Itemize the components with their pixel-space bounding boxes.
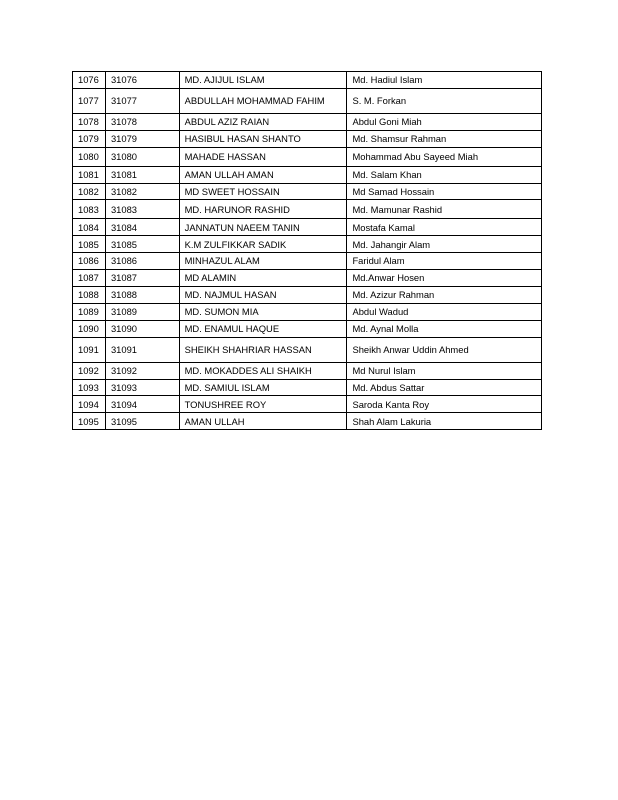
table-row [73,270,542,287]
roll-cell: 31090 [105,320,179,337]
serial-cell: 1088 [73,287,106,304]
name-cell: ABDUL AZIZ RAIAN [179,113,347,130]
table-row [73,379,542,396]
father-name-cell: Mohammad Abu Sayeed Miah [347,147,542,166]
roll-cell: 31078 [105,113,179,130]
table-row [73,303,542,320]
roll-cell: 31082 [105,183,179,200]
name-cell: MD. ENAMUL HAQUE [179,320,347,337]
name-cell: MD. MOKADDES ALI SHAIKH [179,362,347,379]
father-name-cell: S. M. Forkan [347,88,542,113]
roster-table [72,71,542,430]
father-name-cell: Md Nurul Islam [347,362,542,379]
roll-cell: 31086 [105,253,179,270]
table-row [73,183,542,200]
serial-cell: 1092 [73,362,106,379]
father-name-cell: Md. Azizur Rahman [347,287,542,304]
serial-cell: 1094 [73,396,106,413]
name-cell: MD. SAMIUL ISLAM [179,379,347,396]
roll-cell: 31083 [105,200,179,219]
father-name-cell: Md. Hadiul Islam [347,72,542,89]
serial-cell: 1077 [73,88,106,113]
serial-cell: 1080 [73,147,106,166]
table-row [73,219,542,236]
table-row [73,413,542,430]
father-name-cell: Mostafa Kamal [347,219,542,236]
father-name-cell: Md.Anwar Hosen [347,270,542,287]
father-name-cell: Abdul Goni Miah [347,113,542,130]
roll-cell: 31085 [105,236,179,253]
table-row [73,320,542,337]
roll-cell: 31077 [105,88,179,113]
serial-cell: 1091 [73,337,106,362]
table-row [73,166,542,183]
table-row [73,88,542,113]
name-cell: K.M ZULFIKKAR SADIK [179,236,347,253]
serial-cell: 1081 [73,166,106,183]
serial-cell: 1086 [73,253,106,270]
father-name-cell: Md. Shamsur Rahman [347,130,542,147]
table-row [73,236,542,253]
name-cell: AMAN ULLAH AMAN [179,166,347,183]
table-row [73,253,542,270]
name-cell: MD. SUMON MIA [179,303,347,320]
father-name-cell: Saroda Kanta Roy [347,396,542,413]
roll-cell: 31080 [105,147,179,166]
name-cell: MD. HARUNOR RASHID [179,200,347,219]
father-name-cell: Md. Aynal Molla [347,320,542,337]
father-name-cell: Md Samad Hossain [347,183,542,200]
father-name-cell: Md. Salam Khan [347,166,542,183]
name-cell: HASIBUL HASAN SHANTO [179,130,347,147]
serial-cell: 1087 [73,270,106,287]
serial-cell: 1090 [73,320,106,337]
father-name-cell: Md. Jahangir Alam [347,236,542,253]
name-cell: MINHAZUL ALAM [179,253,347,270]
name-cell: JANNATUN NAEEM TANIN [179,219,347,236]
roll-cell: 31087 [105,270,179,287]
table-row [73,72,542,89]
roll-cell: 31092 [105,362,179,379]
father-name-cell: Md. Mamunar Rashid [347,200,542,219]
father-name-cell: Md. Abdus Sattar [347,379,542,396]
roll-cell: 31084 [105,219,179,236]
roll-cell: 31081 [105,166,179,183]
roll-cell: 31076 [105,72,179,89]
table-row [73,396,542,413]
roll-cell: 31095 [105,413,179,430]
serial-cell: 1093 [73,379,106,396]
table-row [73,362,542,379]
roll-cell: 31089 [105,303,179,320]
roll-cell: 31088 [105,287,179,304]
table-row [73,130,542,147]
table-row [73,147,542,166]
table-row [73,200,542,219]
roll-cell: 31079 [105,130,179,147]
table-row [73,337,542,362]
serial-cell: 1082 [73,183,106,200]
name-cell: MD. NAJMUL HASAN [179,287,347,304]
serial-cell: 1079 [73,130,106,147]
name-cell: MAHADE HASSAN [179,147,347,166]
serial-cell: 1084 [73,219,106,236]
name-cell: TONUSHREE ROY [179,396,347,413]
name-cell: ABDULLAH MOHAMMAD FAHIM [179,88,347,113]
name-cell: AMAN ULLAH [179,413,347,430]
father-name-cell: Shah Alam Lakuria [347,413,542,430]
serial-cell: 1095 [73,413,106,430]
name-cell: MD. AJIJUL ISLAM [179,72,347,89]
father-name-cell: Sheikh Anwar Uddin Ahmed [347,337,542,362]
table-row [73,113,542,130]
name-cell: MD SWEET HOSSAIN [179,183,347,200]
serial-cell: 1078 [73,113,106,130]
name-cell: SHEIKH SHAHRIAR HASSAN [179,337,347,362]
name-cell: MD ALAMIN [179,270,347,287]
serial-cell: 1083 [73,200,106,219]
roster-table-body [73,72,542,430]
roll-cell: 31093 [105,379,179,396]
father-name-cell: Abdul Wadud [347,303,542,320]
roll-cell: 31091 [105,337,179,362]
serial-cell: 1089 [73,303,106,320]
table-row [73,287,542,304]
serial-cell: 1076 [73,72,106,89]
serial-cell: 1085 [73,236,106,253]
father-name-cell: Faridul Alam [347,253,542,270]
roll-cell: 31094 [105,396,179,413]
